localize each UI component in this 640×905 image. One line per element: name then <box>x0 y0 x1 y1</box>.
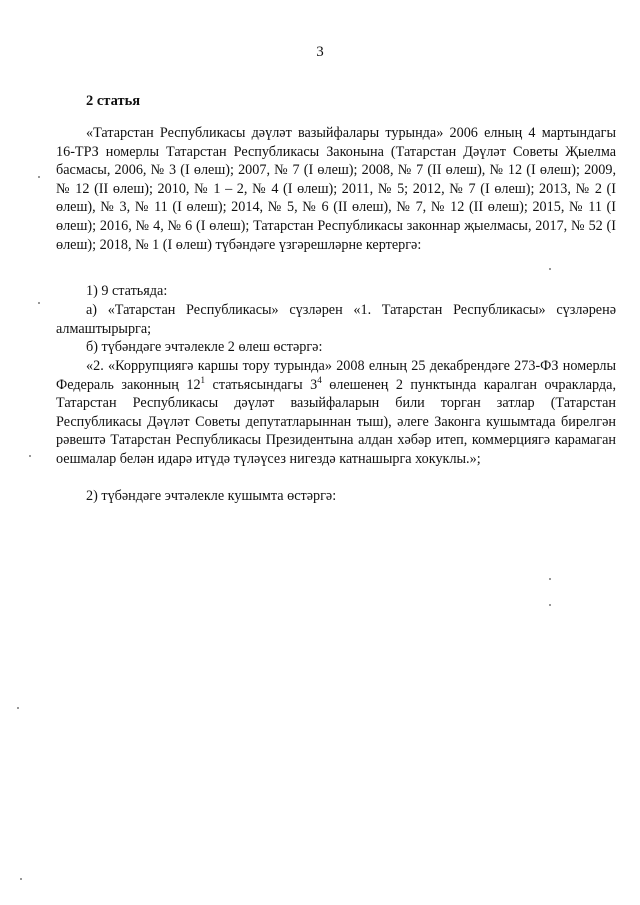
page-number: 3 <box>316 44 324 60</box>
scan-speck <box>38 176 40 178</box>
item-b-text: б) түбәндәге эчтәлекле 2 өлеш өстәргә: <box>86 339 323 355</box>
item-b <box>56 338 640 357</box>
item-2 <box>56 487 640 506</box>
item-2-text: 2) түбәндәге эчтәлекле кушымта өстәргә: <box>86 488 337 504</box>
scan-speck <box>549 604 551 606</box>
scan-speck <box>549 578 551 580</box>
quote-text-2: статьясындагы 3 <box>205 376 318 393</box>
quote-superscript-1: 1 <box>200 374 206 385</box>
article-heading: 2 статья <box>86 93 141 109</box>
quote-text-1: «2. «Коррупциягә каршы тору турында» 2008 елның 25 декабрендәге 273-ФЗ номерлы Федераль законның 12 <box>56 358 616 393</box>
scan-speck <box>38 302 40 304</box>
item-1-title-text: 1) 9 статьяда: <box>86 283 168 299</box>
item-a-text: а) «Татарстан Республикасы» сүзләрен «1. Татарстан Республикасы» сүзләренә алмаштырырга; <box>56 302 616 337</box>
quote-text-3: өлешенең 2 пунктында каралган очракларда, Татарстан Республикасы дәүләт вазыйфаларын били торган затлар (Татарстан Республикасы Дәүләт Советы депутатларыннан тыш), әлеге Законга кушымтада бирелгән рәвештә Татарстан Республикасы Президентына алдан хәбәр итеп, коммерциягә карамаган оешмалар белән идарә итүдә түләүсез нигездә катнашырга хокуклы.»; <box>56 376 616 467</box>
quoted-part-2 <box>56 357 616 469</box>
item-a <box>56 301 616 338</box>
scan-speck <box>549 268 551 270</box>
intro-paragraph-text: «Татарстан Республикасы дәүләт вазыйфалары турында» 2006 елның 4 мартындагы 16-ТРЗ номерлы Татарстан Республикасы Законына (Татарстан Дәүләт Советы Җыелма басмасы, 2006, № 3 (I өлеш); 2007, № 7 (I өлеш); 2008, № 7 (II өлеш), № 12 (I өлеш); 2009, № 12 (II өлеш); 2010, № 1 – 2, № 4 (I өлеш); 2011, № 5; 2012, № 7 (I өлеш); 2013, № 2 (I өлеш), № 3, № 11 (I өлеш); 2014, № 5, № 6 (II өлеш), № 7, № 12 (II өлеш); 2015, № 11 (I өлеш); 2016, № 4, № 6 (I өлеш); Татарстан Республикасы законнар җыелмасы, 2017, № 52 (I өлеш); 2018, № 1 (I өлеш) түбәндәге үзгәрешләрне кертергә: <box>56 125 616 253</box>
item-1-title <box>56 282 640 301</box>
intro-paragraph <box>56 124 616 254</box>
scan-speck <box>20 878 22 880</box>
quote-superscript-2: 4 <box>317 374 322 385</box>
scan-speck <box>17 707 19 709</box>
scan-speck <box>29 455 31 457</box>
